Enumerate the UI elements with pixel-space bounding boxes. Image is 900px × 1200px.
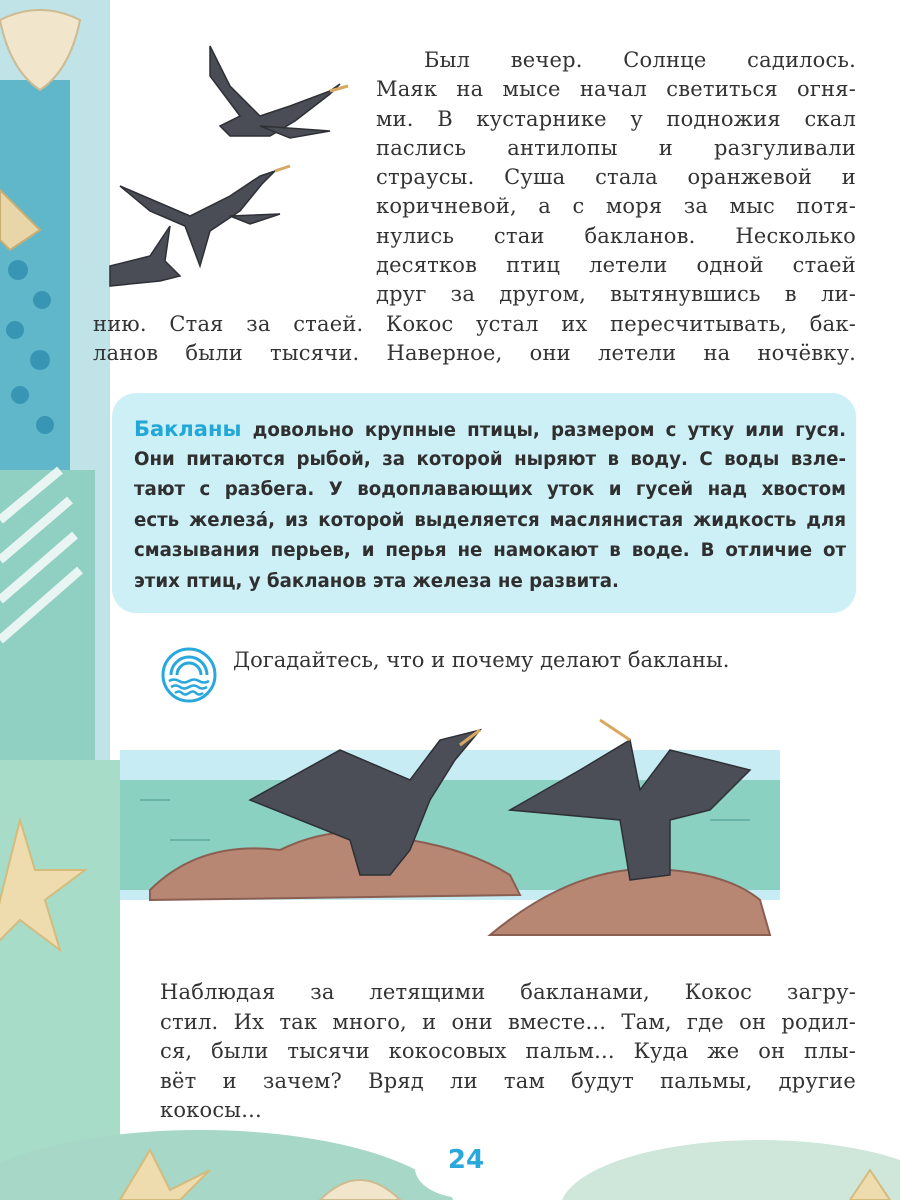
text-line: Маяк на мысе начал светиться огня- bbox=[376, 77, 856, 102]
task-text: Догадайтесь, что и почему делают бакланы. bbox=[233, 648, 730, 672]
text-line: ланов были тысячи. Наверное, они летели на ночёвку. bbox=[93, 341, 856, 366]
info-line: этих птиц, у бакланов эта железа не развита. bbox=[134, 570, 619, 592]
text-line: друг за другом, вытянувшись в ли- bbox=[376, 282, 856, 307]
text-line: десятков птиц летели одной стаей bbox=[376, 253, 856, 278]
text-line: паслись антилопы и разгуливали bbox=[376, 135, 856, 160]
text-line: вёт и зачем? Вряд ли там будут пальмы, другие bbox=[160, 1068, 856, 1093]
text-line: страусы. Суша стала оранжевой и bbox=[376, 165, 856, 190]
info-box-text bbox=[134, 414, 846, 598]
text-line: кокосы... bbox=[160, 1097, 262, 1122]
story-paragraph-intro-continued bbox=[93, 310, 856, 369]
text-line: Наблюдая за летящими бакланами, Кокос загру- bbox=[160, 980, 856, 1004]
cormorants-on-rocks-illustration bbox=[110, 700, 790, 950]
info-term: Бакланы bbox=[134, 417, 242, 441]
info-line: смазывания перьев, и перья не намокают в воде. В отличие от bbox=[134, 540, 846, 562]
text-line: ся, были тысячи кокосовых пальм... Куда же он плы- bbox=[160, 1039, 856, 1064]
story-paragraph-ending-continued bbox=[160, 1008, 856, 1125]
info-line bbox=[134, 414, 846, 445]
text-line: Был вечер. Солнце садилось. bbox=[424, 48, 856, 72]
story-paragraph-ending bbox=[160, 978, 856, 1007]
text-line: нию. Стая за стаей. Кокос устал их пересчитывать, бак- bbox=[93, 312, 856, 336]
text-line: ми. В кустарнике у подножия скал bbox=[376, 106, 856, 131]
text-line: стил. Их так много, и они вместе... Там, где он родил- bbox=[160, 1010, 856, 1034]
info-line-rest: довольно крупные птицы, размером с утку или гуся. bbox=[252, 420, 846, 441]
info-line: Они питаются рыбой, за которой ныряют в воду. С воды взле- bbox=[134, 448, 846, 470]
text-line: коричневой, а с моря за мыс потя- bbox=[376, 194, 856, 219]
info-line: тают с разбега. У водоплавающих уток и гусей над хвостом bbox=[134, 479, 846, 501]
flying-cormorants-illustration bbox=[90, 36, 360, 298]
text-line: нулись стаи бакланов. Несколько bbox=[376, 223, 856, 248]
page-number: 24 bbox=[447, 1145, 485, 1175]
story-paragraph-intro bbox=[376, 46, 856, 310]
sea-horizon-icon bbox=[161, 647, 217, 703]
info-line: есть железá, из которой выделяется маслянистая жидкость для bbox=[134, 509, 846, 531]
